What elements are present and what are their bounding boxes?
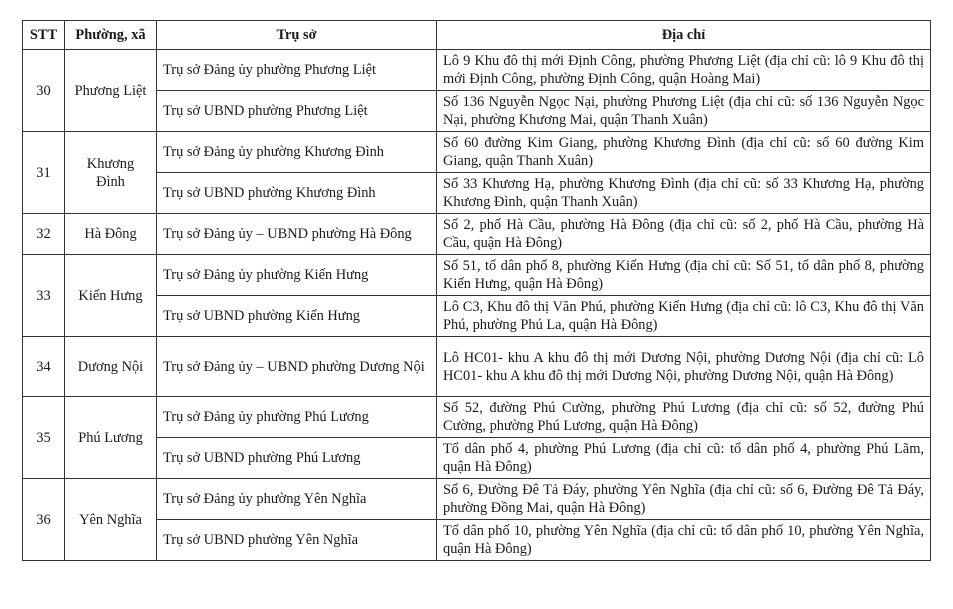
- stt-cell: 33: [23, 255, 65, 337]
- ward-cell: Khương Đình: [65, 132, 157, 214]
- office-cell: Trụ sở UBND phường Kiến Hưng: [157, 296, 437, 337]
- stt-cell: 30: [23, 50, 65, 132]
- ward-cell: Phương Liệt: [65, 50, 157, 132]
- table-row: [23, 296, 931, 337]
- office-cell: Trụ sở UBND phường Khương Đình: [157, 173, 437, 214]
- table-row: [23, 438, 931, 479]
- header-stt: STT: [23, 21, 65, 50]
- address-cell: Số 52, đường Phú Cường, phường Phú Lương (địa chỉ cũ: số 52, đường Phú Cường, phường Phú Lương, quận Hà Đông): [437, 397, 931, 438]
- office-cell: Trụ sở Đảng ủy phường Yên Nghĩa: [157, 479, 437, 520]
- table-row: [23, 520, 931, 561]
- header-office: Trụ sở: [157, 21, 437, 50]
- address-cell: Lô C3, Khu đô thị Văn Phú, phường Kiến Hưng (địa chỉ cũ: lô C3, Khu đô thị Văn Phú, phường Phú La, quận Hà Đông): [437, 296, 931, 337]
- office-cell: Trụ sở Đảng ủy phường Phú Lương: [157, 397, 437, 438]
- address-cell: Số 51, tổ dân phố 8, phường Kiến Hưng (địa chỉ cũ: Số 51, tổ dân phố 8, phường Kiến Hưng, quận Hà Đông): [437, 255, 931, 296]
- office-address-table: [22, 20, 931, 561]
- table-row: [23, 479, 931, 520]
- ward-cell: Hà Đông: [65, 214, 157, 255]
- table-header-row: [23, 21, 931, 50]
- table-row: [23, 397, 931, 438]
- table-row: [23, 337, 931, 397]
- table-row: [23, 91, 931, 132]
- stt-cell: 36: [23, 479, 65, 561]
- address-cell: Số 136 Nguyễn Ngọc Nại, phường Phương Liệt (địa chỉ cũ: số 136 Nguyễn Ngọc Nại, phường Khương Mai, quận Thanh Xuân): [437, 91, 931, 132]
- ward-cell: Yên Nghĩa: [65, 479, 157, 561]
- table-row: [23, 255, 931, 296]
- ward-cell: Kiến Hưng: [65, 255, 157, 337]
- office-cell: Trụ sở Đảng ủy – UBND phường Dương Nội: [157, 337, 437, 397]
- table-row: [23, 50, 931, 91]
- office-cell: Trụ sở UBND phường Yên Nghĩa: [157, 520, 437, 561]
- office-cell: Trụ sở UBND phường Phú Lương: [157, 438, 437, 479]
- stt-cell: 31: [23, 132, 65, 214]
- ward-cell: Dương Nội: [65, 337, 157, 397]
- address-cell: Tổ dân phố 10, phường Yên Nghĩa (địa chỉ cũ: tổ dân phố 10, phường Yên Nghĩa, quận Hà Đông): [437, 520, 931, 561]
- address-cell: Lô HC01- khu A khu đô thị mới Dương Nội, phường Dương Nội (địa chỉ cũ: Lô HC01- khu A khu đô thị mới Dương Nội, phường Dương Nội, quận Hà Đông): [437, 337, 931, 397]
- header-ward: Phường, xã: [65, 21, 157, 50]
- office-cell: Trụ sở UBND phường Phương Liệt: [157, 91, 437, 132]
- address-cell: Số 33 Khương Hạ, phường Khương Đình (địa chỉ cũ: số 33 Khương Hạ, phường Khương Đình, quận Thanh Xuân): [437, 173, 931, 214]
- address-cell: Số 2, phố Hà Cầu, phường Hà Đông (địa chỉ cũ: số 2, phố Hà Cầu, phường Hà Cầu, quận Hà Đông): [437, 214, 931, 255]
- stt-cell: 35: [23, 397, 65, 479]
- header-address: Địa chỉ: [437, 21, 931, 50]
- address-cell: Số 60 đường Kim Giang, phường Khương Đình (địa chỉ cũ: số 60 đường Kim Giang, quận Thanh Xuân): [437, 132, 931, 173]
- ward-cell: Phú Lương: [65, 397, 157, 479]
- table-row: [23, 173, 931, 214]
- office-cell: Trụ sở Đảng ủy phường Khương Đình: [157, 132, 437, 173]
- office-cell: Trụ sở Đảng ủy phường Phương Liệt: [157, 50, 437, 91]
- address-cell: Lô 9 Khu đô thị mới Định Công, phường Phương Liệt (địa chỉ cũ: lô 9 Khu đô thị mới Định Công, phường Định Công, quận Hoàng Mai): [437, 50, 931, 91]
- document-page: [22, 20, 930, 561]
- office-cell: Trụ sở Đảng ủy phường Kiến Hưng: [157, 255, 437, 296]
- table-row: [23, 132, 931, 173]
- stt-cell: 34: [23, 337, 65, 397]
- office-cell: Trụ sở Đảng ủy – UBND phường Hà Đông: [157, 214, 437, 255]
- stt-cell: 32: [23, 214, 65, 255]
- address-cell: Tổ dân phố 4, phường Phú Lương (địa chỉ cũ: tổ dân phố 4, phường Phú Lãm, quận Hà Đông): [437, 438, 931, 479]
- address-cell: Số 6, Đường Đê Tả Đáy, phường Yên Nghĩa (địa chỉ cũ: số 6, Đường Đê Tả Đáy, phường Đồng Mai, quận Hà Đông): [437, 479, 931, 520]
- table-row: [23, 214, 931, 255]
